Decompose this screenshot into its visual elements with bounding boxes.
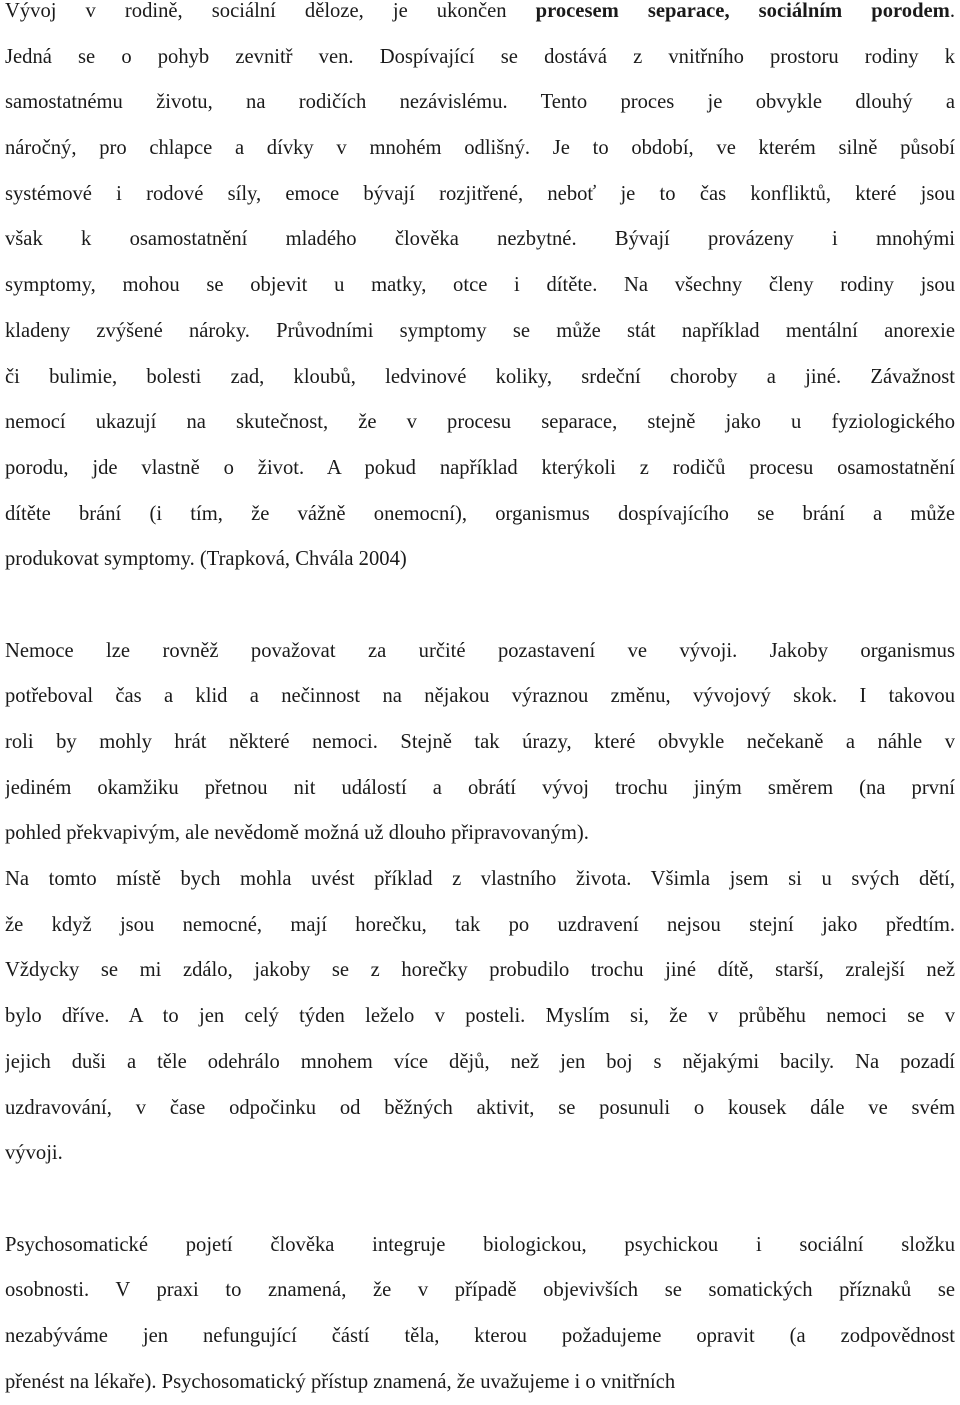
text-run: jejich duši a těle odehrálo mnohem více dějů, než jen boj s nějakými bacily. Na pozadí (5, 1050, 955, 1073)
text-run: Vždycky se mi zdálo, jakoby se z horečky probudilo trochu jiné dítě, starší, zralejší než (5, 959, 955, 982)
text-line (5, 903, 955, 949)
text-line (5, 1040, 955, 1086)
paragraph-illness-pause (5, 629, 955, 857)
text-run: přenést na lékaře). Psychosomatický přístup znamená, že uvažujeme i o vnitřních (5, 1370, 676, 1393)
text-line (5, 537, 955, 583)
paragraph-psychosomatic (5, 1223, 955, 1405)
paragraph-separation (5, 0, 955, 583)
text-run: Jedná se o pohyb zevnitř ven. Dospívající se dostává z vnitřního prostoru rodiny k (5, 45, 955, 68)
text-line (5, 35, 955, 81)
text-run: systémové i rodové síly, emoce bývají rozjitřené, neboť je to čas konfliktů, které jsou (5, 182, 955, 205)
text-line (5, 0, 955, 35)
text-run: Vývoj v rodině, sociální děloze, je ukončen (5, 0, 536, 22)
text-run: či bulimie, bolesti zad, kloubů, ledvinové koliky, srdeční choroby a jiné. Závažnost (5, 365, 955, 388)
text-run: uzdravování, v čase odpočinku od běžných aktivit, se posunuli o kousek dále ve svém (5, 1096, 955, 1119)
text-line (5, 126, 955, 172)
text-run: osobnosti. V praxi to znamená, že v případě objevivších se somatických příznaků se (5, 1279, 955, 1302)
text-run: Psychosomatické pojetí člověka integruje biologickou, psychickou i sociální složku (5, 1233, 955, 1256)
text-run: že když jsou nemocné, mají horečku, tak po uzdravení nejsou stejní jako předtím. (5, 913, 955, 936)
text-line (5, 309, 955, 355)
text-line (5, 857, 955, 903)
text-run: vývoji. (5, 1142, 63, 1165)
paragraph-spacer (5, 1177, 955, 1223)
text-line (5, 1086, 955, 1132)
text-line (5, 172, 955, 218)
paragraph-spacer (5, 583, 955, 629)
text-line (5, 263, 955, 309)
text-line (5, 400, 955, 446)
text-run: kladeny zvýšené nároky. Průvodními symptomy se může stát například mentální anorexie (5, 319, 955, 342)
text-run: . (949, 0, 955, 22)
text-line (5, 80, 955, 126)
text-run: pohled překvapivým, ale nevědomě možná už dlouho připravovaným). (5, 822, 589, 845)
text-line (5, 674, 955, 720)
text-line (5, 811, 955, 857)
text-line (5, 1131, 955, 1177)
text-run: náročný, pro chlapce a dívky v mnohém odlišný. Je to období, ve kterém silně působí (5, 137, 955, 160)
text-line (5, 446, 955, 492)
text-run: bylo dříve. A to jen celý týden leželo v posteli. Myslím si, že v průběhu nemoci se v (5, 1005, 955, 1028)
paragraph-personal-example (5, 857, 955, 1177)
text-line (5, 948, 955, 994)
text-line (5, 994, 955, 1040)
text-line (5, 1314, 955, 1360)
text-run: samostatnému životu, na rodičích nezávislému. Tento proces je obvykle dlouhý a (5, 91, 955, 114)
text-run: produkovat symptomy. (Trapková, Chvála 2004) (5, 548, 407, 571)
text-run: roli by mohly hrát některé nemoci. Stejně tak úrazy, které obvykle nečekaně a náhle v (5, 731, 955, 753)
text-line (5, 355, 955, 401)
text-line (5, 1360, 955, 1405)
text-run: porodu, jde vlastně o život. A pokud například kterýkoli z rodičů procesu osamostatnění (5, 456, 955, 479)
text-run: dítěte brání (i tím, že vážně onemocní), organismus dospívajícího se brání a může (5, 502, 955, 525)
text-line (5, 492, 955, 538)
bold-term: procesem separace, sociálním porodem (535, 0, 950, 22)
text-run: jediném okamžiku přetnou nit událostí a obrátí vývoj trochu jiným směrem (na první (5, 776, 955, 799)
text-run: nemocí ukazují na skutečnost, že v procesu separace, stejně jako u fyziologického (5, 411, 955, 434)
text-run: Na tomto místě bych mohla uvést příklad z vlastního života. Všimla jsem si u svých dětí, (5, 868, 955, 891)
text-run: nezabýváme jen nefungující částí těla, kterou požadujeme opravit (a zodpovědnost (5, 1324, 955, 1347)
text-run: Nemoce lze rovněž považovat za určité pozastavení ve vývoji. Jakoby organismus (5, 639, 955, 662)
text-line (5, 766, 955, 812)
text-line (5, 217, 955, 263)
text-line (5, 1223, 955, 1269)
text-run: potřeboval čas a klid a nečinnost na nějakou výraznou změnu, vývojový skok. I takovou (5, 685, 955, 708)
text-line (5, 629, 955, 675)
text-run: však k osamostatnění mladého člověka nezbytné. Bývají provázeny i mnohými (5, 228, 955, 251)
document-page (5, 0, 955, 1405)
text-run: symptomy, mohou se objevit u matky, otce i dítěte. Na všechny členy rodiny jsou (5, 274, 955, 297)
text-line (5, 1268, 955, 1314)
text-line (5, 720, 955, 766)
